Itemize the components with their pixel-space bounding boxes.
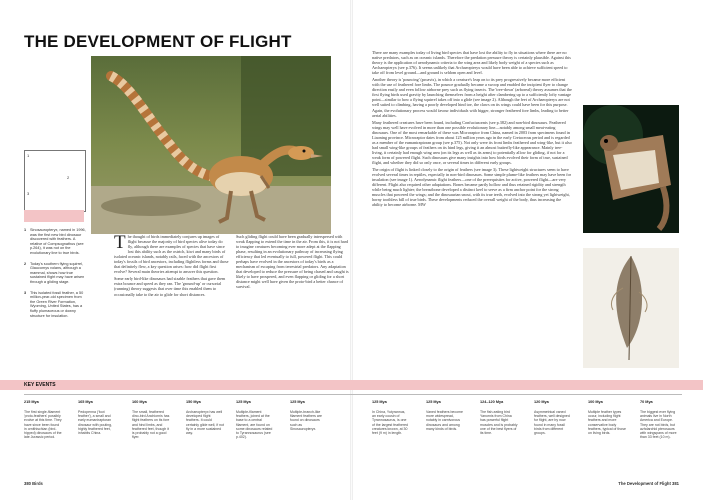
timeline-rule xyxy=(24,394,682,397)
inset-number: 3 xyxy=(27,191,30,196)
key-event-text: Pedopenna ('foot feather'), a small and early eumaniraptoran dinosaur with pouting, highly feathered feet, inhabits China. xyxy=(78,410,113,436)
key-event-text: In China, Yutyrannus, an early cousin of Tyrannosaurus, is one of the largest feathered creatures known, at 30 feet (9 m) in length. xyxy=(372,410,408,436)
key-event xyxy=(588,400,626,435)
key-event xyxy=(132,400,170,439)
key-event-date: 160 Mya xyxy=(132,400,147,404)
image-key-inset xyxy=(24,150,86,212)
key-event-date: 215 Mya xyxy=(24,400,39,404)
key-event-text: Archaeopteryx has well developed flight feathers. It could certainly glide well, if not fly in a more sustained way. xyxy=(186,410,224,436)
key-event-date: 125 Mya xyxy=(290,400,305,404)
page-title: THE DEVELOPMENT OF FLIGHT xyxy=(24,32,292,51)
key-event-text: The small, feathered dino-bird Anchiornis has flight feathers on its fore and hind limbs, and feathered feet, though it is probably not a good flyer. xyxy=(132,410,170,440)
key-event-date: 120 Mya xyxy=(534,400,549,404)
key-event-date: 125 Mya xyxy=(236,400,251,404)
key-event xyxy=(372,400,410,435)
key-event-date: 125 Mya xyxy=(372,400,387,404)
flying-squirrel-photo xyxy=(583,105,679,233)
inset-number: 1 xyxy=(27,153,30,158)
caption-header-bar xyxy=(24,210,84,222)
key-event-text: Multiple-filament feathers, joined at the base to a central filament, are found on some dinosaurs related to Tyrannosaurus (see p.402). xyxy=(236,410,273,440)
body-column-3: There are many examples today of living bird species that have lost the ability to fly in situations where there are no native predators, such as on oceanic islands. Therefore the predation pressure theory is certainly plausible. Against this theory is the application of aerodynamic criteria to the wing area and likely body weight of a species such as Archaeopteryx (see p.376). It seems unlikely that Archaeopteryx would have been able to achieve sufficient speed to take off from level ground—and ground is seldom open and level. Another theory is 'pouncing' (proavis), in which a creature's leap on to its prey progressively became more efficient with the use of feathered fore limbs. The pounce gradually became a swoop and enabled the incipient flyer to change direction easily and even follow airborne prey such as flying insects. The 'tree-down' (arboreal) theory assumes that the first flying birds used gravity by launching themselves from a height after clambering up to a sufficiently lofty vantage point—similar to how a flying squirrel takes off into a glide (see image 2). Although the feet of Archaeopteryx are not well suited to climbing, having a poorly developed hind toe, the claws on its wings could have been for this purpose. Again, the evolutionary process would favour individuals with bigger, stronger feathered fore limbs, leading to better aerial abilities. Many feathered creatures have been found, including Confuciusornis (see p.382) and non-bird dinosaurs. Feathered wings may well have evolved in more than one possible evolutionary line—notably among small meat-eating dinosaurs. One of the most remarkable of these was Microraptor from China, named in 2003 from specimens found in Liaoning province. Microraptor dates from about 125 million years ago in the early Cretaceous period and is regarded as a member of the eumaniraptoran group (see p.375). Not only were its front limbs feathered and wing-like, but it also had small wing-like groups of feathers on its hind legs, giving it an almost butterfly-like appearance. Mainly tree-living, it certainly had enough wing area (on its legs as well as its arms) to potentially allow for gliding, if not for a weak form of powered flight. Such dinosaurs give many insights into how birds evolved their form of true, sustained flight, and whether they did so only once, or several times in different early groups. The origin of flight is linked closely to the origin of feathers (see image 3). These lightweight structures seem to have evolved several times in reptiles, especially in non-bird dinosaurs. Some simple plume-like feathers may have been for insulation (see image 1). Aerodynamic flight feathers—one of the prerequisites for active, powered flight—are very different. Flight also required other adaptations. Bones became partly hollow and thus retained rigidity and strength while being much lighter; the breastbone developed a distinct keel to serve as a firm anchor point for the strong muscles that powered the wings; and the dinosaurian snout, with its true teeth, evolved into the strong yet lightweight, horny toothless bill of true birds. These developments reduced the overall weight of the body, thus increasing the ability to become airborne. MW xyxy=(372,50,572,208)
key-events-label: KEY EVENTS xyxy=(24,382,56,388)
key-event xyxy=(534,400,572,435)
body-column-2: Such gliding flight could have been gradually interspersed with weak flapping to extend the time in the air. From this, it is not hard to imagine creatures becoming ever more adept at the flapping phase, resulting in an evolutionary pathway of increasing flying efficiency that led eventually to full, powered flight. This could perhaps have evolved in the ancestors of today's birds as a mechanism of escaping from terrestrial predators. Any adaptation that developed to reduce the pressure of being chased and caught is likely to have prospered, and even flapping or gliding for a short distance might well have given the proto-bird a better chance of survival. xyxy=(236,234,349,290)
key-event xyxy=(236,400,274,439)
key-event-text: The first single-filament 'proto-feathers' possibly evolve at this time. They have since been found in ornithischian (bird-hipped) dinosaurs of the late Jurassic period. xyxy=(24,410,62,440)
key-event xyxy=(78,400,116,435)
key-event-text: Multiple-branch-like filament feathers are found on dinosaurs such as Sinosauropteryx. xyxy=(290,410,322,431)
caption-item: 3 This isolated fossil feather, a 50 million-year-old specimen from the Green River Formation, Wyoming, United States, has a fluffy plumaceous or downy structure for insulation. xyxy=(24,290,84,318)
caption-item: 2 Today's southern flying squirrel, Glaucomys volans, although a mammal, shows how true sustained flight may have arisen through a gliding stage. xyxy=(24,261,85,284)
key-events-bar xyxy=(0,380,703,390)
key-event xyxy=(480,400,518,435)
image-captions xyxy=(24,228,88,324)
key-event xyxy=(24,400,62,439)
key-event xyxy=(186,400,224,435)
key-event-date: 100 Mya xyxy=(588,400,603,404)
fossil-feather-photo xyxy=(583,248,679,368)
key-event-text: The fish-eating bird Yanornis from China has powerful flight muscles and is probably one of the best flyers of its time. xyxy=(480,410,518,436)
folio-right: The Development of Flight 381 xyxy=(618,481,679,486)
key-event xyxy=(426,400,464,431)
caption-item: 1 Sinosauropteryx, named in 1996, was the first new bird dinosaur discovered with feathers. A relative of Compsognathus (see p.264), it was not on the evolutionary line to true birds. xyxy=(24,228,86,255)
key-event-date: 150 Mya xyxy=(186,400,201,404)
drop-cap: T xyxy=(114,234,126,253)
key-event xyxy=(640,400,678,439)
sinosauropteryx-photo xyxy=(91,56,331,234)
inset-number: 2 xyxy=(67,175,70,180)
key-event-text: Asymmetrical vaned feathers, well designed for flight, are by now found in many fossil birds from different groups. xyxy=(534,410,570,436)
key-event-date: 124–120 Mya xyxy=(480,400,504,404)
key-event-date: 70 Mya xyxy=(640,400,653,404)
key-event-text: Multiple feather types occur, including flight feathers and more conservative body feathers, typical of those on living birds. xyxy=(588,410,626,436)
folio-left: 380 Birds xyxy=(24,481,43,486)
key-event-text: Vaned feathers become more widespread, notably in carnivorous dinosaurs and among many kinds of birds. xyxy=(426,410,463,431)
key-event xyxy=(290,400,328,431)
key-event-date: 165 Mya xyxy=(78,400,93,404)
key-event-text: The biggest ever flying animals live in North America and Europe. They are not birds, but azhdarchid pterosaurs with wingspans of more than 33 feet (10 m). xyxy=(640,410,677,440)
body-column-1: The thought of birds immediately conjures up images of flight because the majority of bird species alive today do fly, although there are examples of species that have since lost this ability such as the ostrich, kiwi and many birds of isolated oceanic islands, notably rails, faced with the ancestors of today's fossils of bird ancestors, including flightless forms and those that definitely flew, a key question arises: how did flight first evolve? Several main theories attempt to answer this question. Some early bird-like dinosaurs had sizable feathers that gave them extra bounce and speed as they ran. The 'ground-up' or cursorial (running) theory suggests that over time this enabled them to occasionally take to the air to glide for short distances. xyxy=(114,234,229,297)
key-event-date: 125 Mya xyxy=(426,400,441,404)
